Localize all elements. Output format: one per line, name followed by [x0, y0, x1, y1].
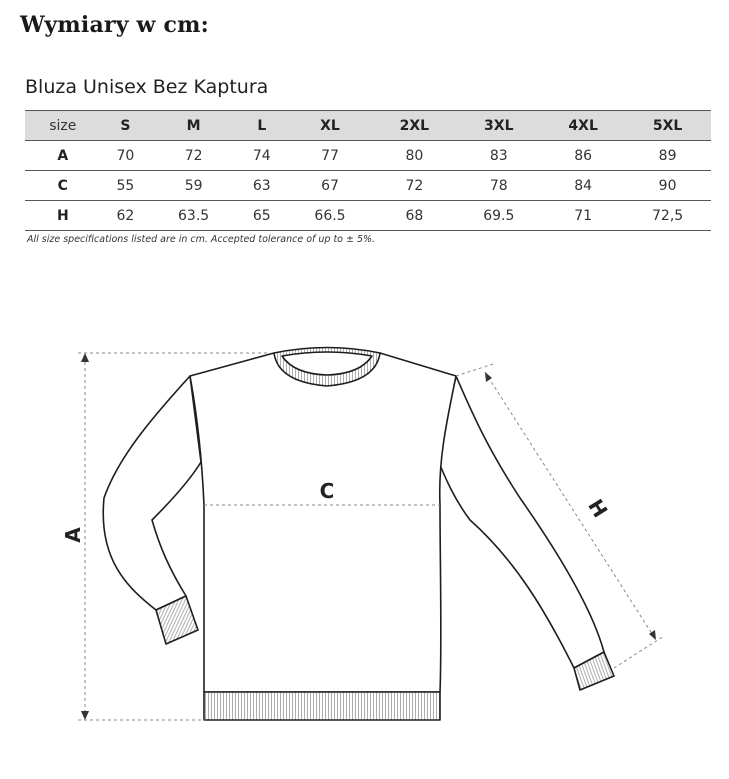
table-cell: 78 [489, 177, 508, 194]
table-cell: 55 [116, 177, 135, 194]
size-col-5xl: 5XL [652, 117, 683, 134]
size-col-xl: XL [320, 117, 340, 134]
table-cell: 89 [658, 147, 677, 164]
table-cell: 67 [321, 177, 339, 194]
row-label: C [57, 177, 68, 194]
sweatshirt-outline-icon [103, 348, 614, 721]
size-header-label: size [49, 117, 77, 134]
size-col-3xl: 3XL [484, 117, 514, 134]
size-col-4xl: 4XL [568, 117, 598, 134]
arrow-down-icon [81, 711, 89, 720]
row-label: H [56, 207, 69, 224]
size-col-m: M [186, 117, 201, 134]
table-cell: 72,5 [652, 207, 684, 224]
table-cell: 84 [574, 177, 593, 194]
table-cell: 77 [321, 147, 339, 164]
row-label: A [57, 147, 69, 164]
size-col-s: S [120, 117, 131, 134]
label-a: A [61, 527, 85, 543]
table-cell: 69.5 [483, 207, 515, 224]
table-cell: 65 [252, 207, 271, 224]
product-title: Bluza Unisex Bez Kaptura [25, 76, 269, 98]
table-cell: 72 [405, 177, 424, 194]
size-col-2xl: 2XL [399, 117, 430, 134]
label-c: C [319, 479, 335, 503]
arrow-up-icon [81, 353, 89, 362]
table-cell: 83 [489, 147, 508, 164]
table-cell: 62 [116, 207, 135, 224]
tolerance-footnote: All size specifications listed are in cm. Accepted tolerance of up to ± 5%. [27, 234, 376, 245]
table-cell: 80 [405, 147, 424, 164]
label-h: H [583, 494, 613, 522]
page-heading: Wymiary w cm: [20, 12, 209, 38]
table-cell: 66.5 [314, 207, 346, 224]
table-cell: 90 [658, 177, 677, 194]
table-cell: 71 [574, 207, 593, 224]
arrow-sleeve-start-icon [485, 372, 492, 382]
table-cell: 86 [574, 147, 593, 164]
size-col-l: L [257, 117, 267, 134]
table-cell: 68 [405, 207, 424, 224]
table-cell: 70 [116, 147, 135, 164]
table-cell: 63.5 [178, 207, 210, 224]
table-cell: 63 [252, 177, 271, 194]
table-cell: 59 [184, 177, 203, 194]
table-cell: 72 [184, 147, 203, 164]
table-cell: 74 [252, 147, 271, 164]
